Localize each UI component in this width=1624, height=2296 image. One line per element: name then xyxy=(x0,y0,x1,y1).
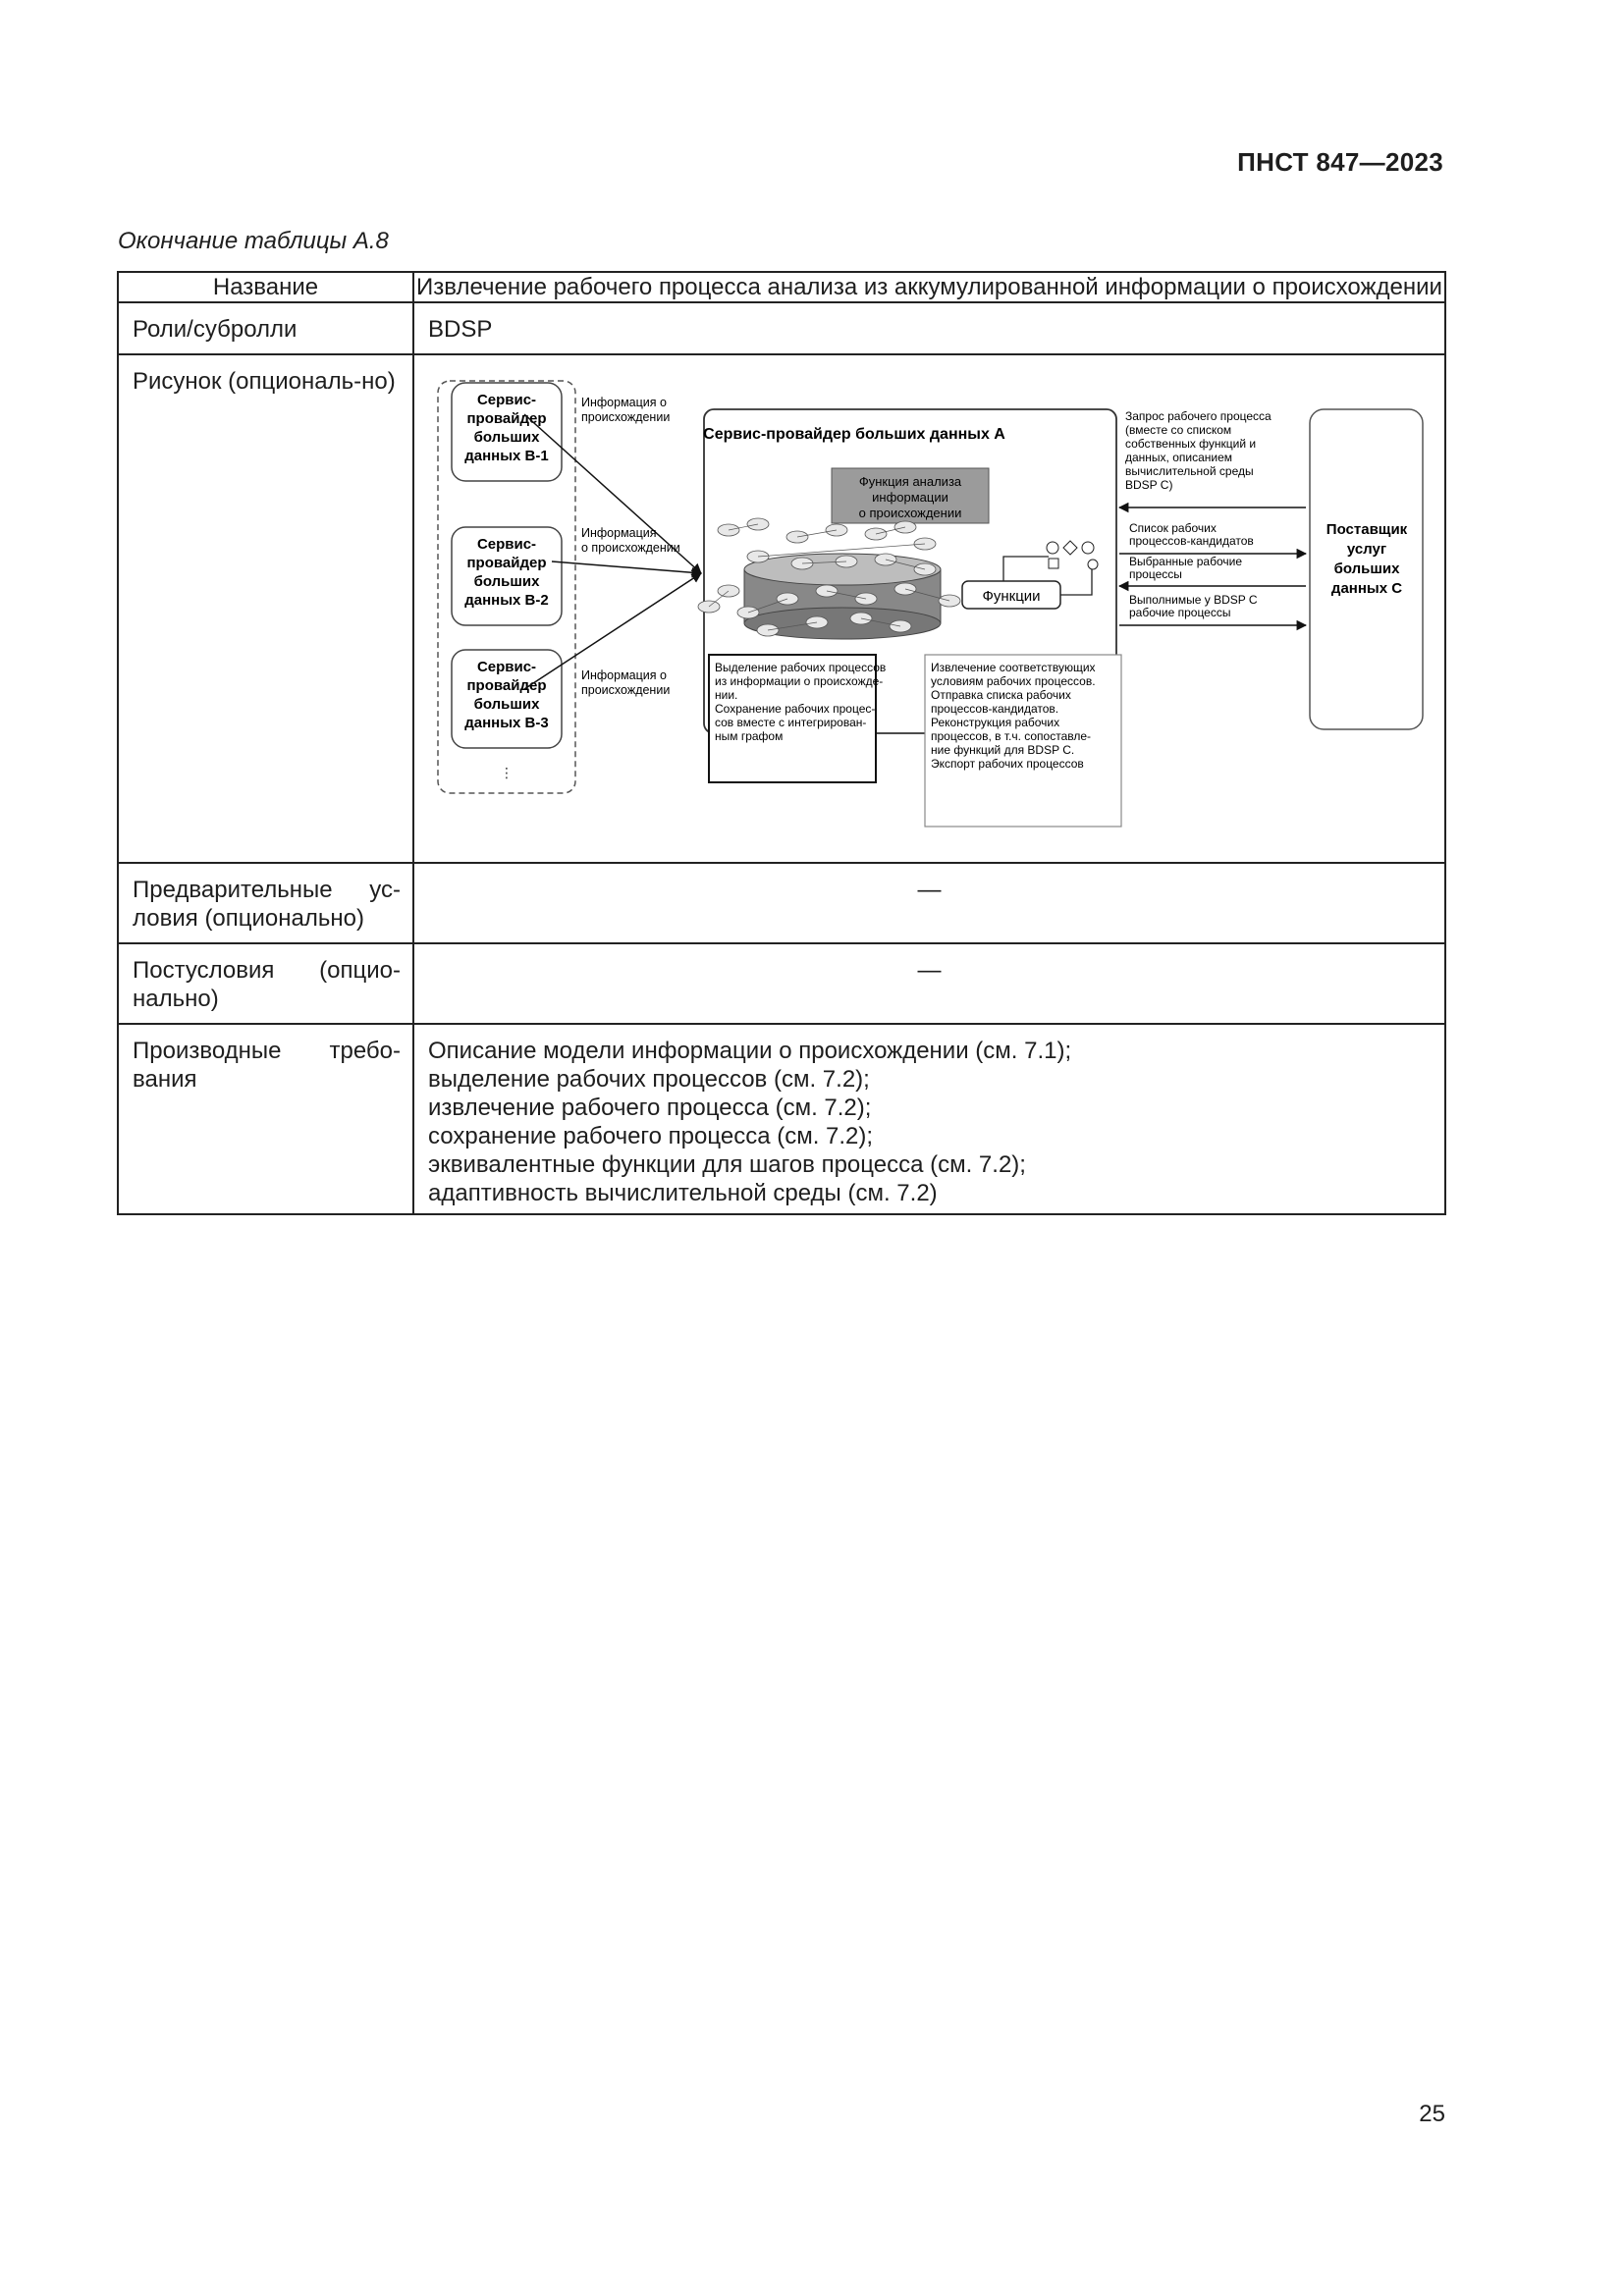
requirements-table xyxy=(117,271,1446,1215)
derived-requirements-list xyxy=(414,1025,1444,1213)
provider-a-title: Сервис-провайдер больших данных А xyxy=(703,426,1005,443)
row-value-roles: BDSP xyxy=(428,316,493,343)
selected-label: Выбранные рабочие процессы xyxy=(1129,555,1242,581)
standard-code: ПНСТ 847—2023 xyxy=(1237,147,1443,177)
workflow-node-icon xyxy=(1063,541,1077,555)
right-note-text: Извлечение соответствующих условиям рабочих процессов. Отправка списка рабочих процессов-кандидатов. Реконструкция рабочих процессов, в т.ч. сопоставле-ние функций для BDSP C. Экспорт рабочих процессов xyxy=(931,661,1096,771)
workflow-node-icon xyxy=(1088,560,1098,569)
page-number: 25 xyxy=(1419,2101,1445,2127)
request-label: Запрос рабочего процесса (вместе со списком собственных функций и данных, описанием вычислительной среды BDSP C) xyxy=(1125,409,1272,492)
table-header-row xyxy=(118,272,1445,302)
provider-b-label: Сервис-провайдер больших данных В-2 xyxy=(464,536,549,609)
table-row xyxy=(118,354,1445,863)
provenance-label: Информация о происхождении xyxy=(581,668,671,697)
workflow-node-icon xyxy=(1082,542,1094,554)
analysis-function-label: Функция анализа информации о происхождении xyxy=(858,474,962,520)
workflow-node-icon xyxy=(1049,559,1058,568)
requirement-item: сохранение рабочего процесса (см. 7.2); xyxy=(428,1123,874,1149)
row-label-postconditions: Постусловия (опцио-нально) xyxy=(133,957,401,1012)
executable-label: Выполнимые у BDSP C рабочие процессы xyxy=(1129,593,1258,619)
header-cell-title: Извлечение рабочего процесса анализа из аккумулированной информации о происхождении xyxy=(413,272,1445,302)
table-caption: Окончание таблицы А.8 xyxy=(118,228,389,254)
provenance-label: Информация о происхождении xyxy=(581,396,671,424)
row-label-figure: Рисунок (опциональ-но) xyxy=(133,368,396,395)
row-label-preconditions: Предварительные ус-ловия (опционально) xyxy=(133,877,401,932)
table-row xyxy=(118,943,1445,1024)
row-label-derived-requirements: Производные требо-вания xyxy=(133,1038,401,1093)
providers-ellipsis: ⋮ xyxy=(500,765,514,780)
requirement-item: Описание модели информации о происхождении (см. 7.1); xyxy=(428,1038,1072,1064)
row-value-preconditions: — xyxy=(917,877,942,903)
requirement-item: адаптивность вычислительной среды (см. 7.2) xyxy=(428,1180,938,1206)
functions-label: Функции xyxy=(982,588,1041,605)
functions-connector xyxy=(1003,557,1049,581)
candidates-label: Список рабочих процессов-кандидатов xyxy=(1129,521,1254,548)
left-note-text: Выделение рабочих процессов из информации о происхожде-нии. Сохранение рабочих процес-сов вместе с интегрирован-ным графом xyxy=(715,661,887,743)
provenance-diagram xyxy=(414,355,1447,862)
table-row xyxy=(118,863,1445,943)
requirement-item: эквивалентные функции для шагов процесса (см. 7.2); xyxy=(428,1151,1026,1178)
supplier-c-label: Поставщик услуг больших данных С xyxy=(1326,521,1408,597)
table-row xyxy=(118,1024,1445,1214)
table-row xyxy=(118,302,1445,354)
workflow-node-icon xyxy=(1047,542,1058,554)
requirement-item: выделение рабочих процессов (см. 7.2); xyxy=(428,1066,870,1093)
provenance-arrow xyxy=(552,561,701,573)
header-cell-name: Название xyxy=(118,272,413,302)
functions-connector xyxy=(1060,561,1092,595)
requirement-item: извлечение рабочего процесса (см. 7.2); xyxy=(428,1095,872,1121)
row-label-roles: Роли/субролли xyxy=(133,316,298,343)
provider-b-label: Сервис-провайдер больших данных В-1 xyxy=(464,392,549,464)
row-value-postconditions: — xyxy=(917,957,942,984)
provider-b-label: Сервис-провайдер больших данных В-3 xyxy=(464,659,549,731)
provenance-label: Информация о происхождении xyxy=(581,526,680,555)
